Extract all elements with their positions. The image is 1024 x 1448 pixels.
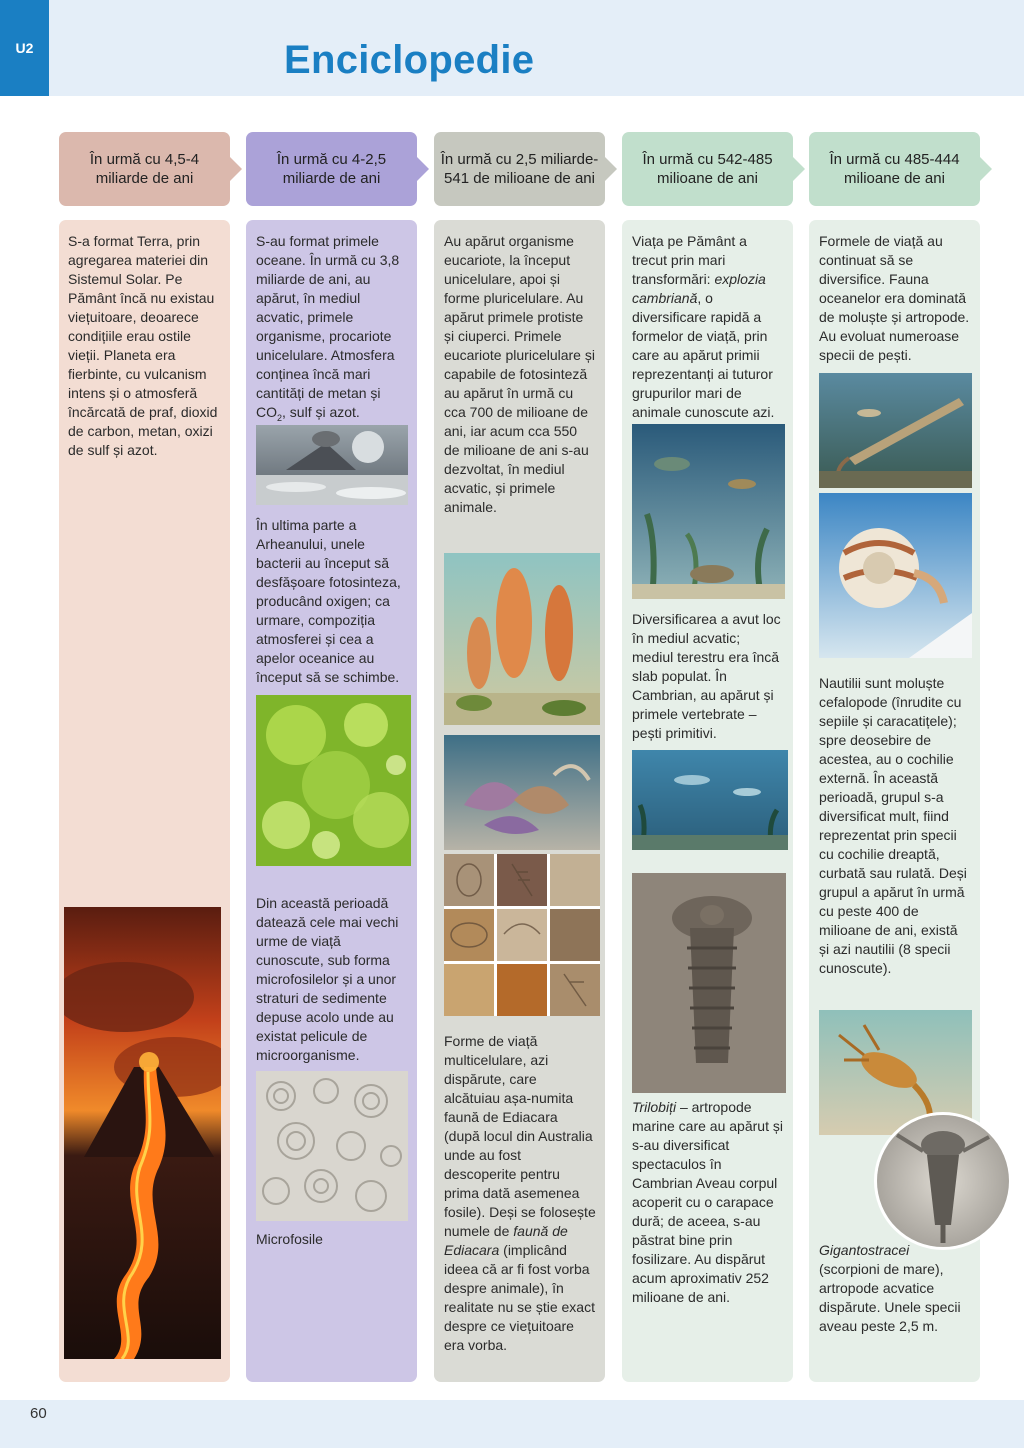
eurypterid-fossil-image [874, 1112, 1012, 1250]
col4-p3-italic: Trilobiți [632, 1099, 677, 1115]
col2-paragraph-3: Din această perioadă datează cele mai vechi urme de viață cunoscute, sub forma microfosilelor și a unor straturi de sedimente depuse acolo unde au existat pelicule de microorganisme. [256, 895, 399, 1063]
col4-p3-text-b: – artropode marine care au apărut și s-au diversificat spectaculos în Cambrian Aveau corpul acoperit cu o carapace dură; de aceea, s-au păstrat bine prin fosilizare. Au dispărut acum aproximativ 252 milioane de ani. [632, 1099, 783, 1305]
col4-paragraph-3 [632, 1098, 784, 1307]
col2-paragraph-1 [256, 232, 409, 422]
fossil-grid-image [444, 854, 600, 1016]
col2-paragraph-2: În ultima parte a Arheanului, unele bacterii au început să desfășoare fotosinteza, producând oxigen; ca urmare, compoziția atmosferei și cea a apelor oceanice au început să se schimbe. [256, 517, 401, 685]
col5-p3-text-b: (scorpioni de mare), artropode acvatice dispărute. Unele specii aveau peste 2,5 m. [819, 1261, 961, 1334]
col5-paragraph-2: Nautilii sunt moluște cefalopode (înrudite cu sepiile și caracatițele); spre deosebire de acestea, au o cochilie externă. În această perioadă, grupul s-a diversificat mult, fiind reprezentat prin specii cu cochilie dreaptă, curbată sau rulată. Deși grupul a apărut în urmă cu peste 400 de milioane de ani, există și azi nautilii (8 specii cunoscute). [819, 675, 967, 976]
col3-p2-text-b: (implicând ideea că ar fi fost vorba despre animale), în realitate nu se știe exact despre ce viețuitoare era vorba. [444, 1242, 595, 1353]
col1-paragraph: S-a format Terra, prin agregarea materiei din Sistemul Solar. Pe Pământ încă nu existau viețuitoare, deoarece condițiile erau ostile vieții. Planeta era fierbinte, cu vulcanism intens și o atmosferă încărcată de praf, dioxid de carbon, metan, oxizi de sulf și azot. [68, 233, 218, 458]
volcano-lava-image [64, 907, 221, 1359]
col4-paragraph-1 [632, 232, 784, 422]
col3-p2-text-a: Forme de viață multicelulare, azi dispărute, care alcătuiau așa-numita faună de Ediacara (după locul din Australia unde au fost descoperite pentru prima dată asemenea fosile). Deși se folosește numele de [444, 1033, 596, 1239]
ediacara-fronds-image [444, 553, 600, 725]
unit-tab: U2 [0, 0, 49, 96]
column-header-1: În urmă cu 4,5-4 miliarde de ani [59, 132, 230, 206]
column-header-4: În urmă cu 542-485 milioane de ani [622, 132, 793, 206]
cambrian-sea-image [632, 424, 785, 599]
nautilus-image [819, 493, 972, 658]
col3-paragraph-1: Au apărut organisme eucariote, la început unicelulare, apoi și forme pluricelulare. Au apărut primele protiste și ciuperci. Primele eucariote pluricelulare și capabile de fotosinteză au apărut în urmă cu cca 700 de milioane de ani, iar acum cca 550 de milioane de ani s-au dezvoltat, în mediul acvatic, și primele animale. [444, 233, 595, 515]
col3-p2-italic: faună de Ediacara [444, 1223, 568, 1258]
column-header-3: În urmă cu 2,5 miliarde-541 de milioane de ani [434, 132, 605, 206]
col3-paragraph-2 [444, 1032, 596, 1355]
col4-p1-text-b: , o diversificare rapidă a formelor de viață, prin care au apărut primii reprezentanți ai tuturor grupurilor mari de animale cunoscute azi. [632, 290, 775, 420]
page-title: Enciclopedie [284, 38, 535, 82]
col4-paragraph-2: Diversificarea a avut loc în mediul acvatic; mediul terestru era încă slab populat. În Cambrian, au apărut și primele vertebrate – pești primitivi. [632, 611, 781, 741]
ordovician-sea-image [819, 373, 972, 488]
microfossils-image [256, 1071, 408, 1221]
bottom-band [0, 1400, 1024, 1448]
col2-p1-subscript: 2 [277, 412, 283, 423]
bacteria-bubbles-image [256, 695, 411, 866]
col2-p1-text-b: , sulf și azot. [282, 404, 360, 420]
column-header-2: În urmă cu 4-2,5 miliarde de ani [246, 132, 417, 206]
page-number: 60 [30, 1405, 47, 1422]
column-header-5: În urmă cu 485-444 milioane de ani [809, 132, 980, 206]
col4-p1-italic: explozia cambriană [632, 271, 766, 306]
ediacara-shells-image [444, 735, 600, 850]
trilobite-fossil-image [632, 873, 786, 1093]
col5-p3-italic: Gigantostracei [819, 1242, 910, 1258]
microfossils-caption: Microfosile [256, 1231, 323, 1247]
primitive-fish-image [632, 750, 788, 850]
col5-paragraph-1: Formele de viață au continuat să se diversifice. Fauna oceanelor era dominată de moluște și artropode. Au evoluat numeroase specii de pești. [819, 233, 970, 363]
col5-paragraph-3 [819, 1241, 971, 1336]
early-earth-image [256, 425, 408, 505]
col4-p1-text-a: Viața pe Pământ a trecut prin mari transformări: [632, 233, 747, 287]
col2-p1-text-a: S-au format primele oceane. În urmă cu 3,8 miliarde de ani, au apărut, în mediul acvatic, primele organisme, procariote unicelulare. Atmosfera conținea încă mari cantități de metan și CO [256, 233, 400, 420]
